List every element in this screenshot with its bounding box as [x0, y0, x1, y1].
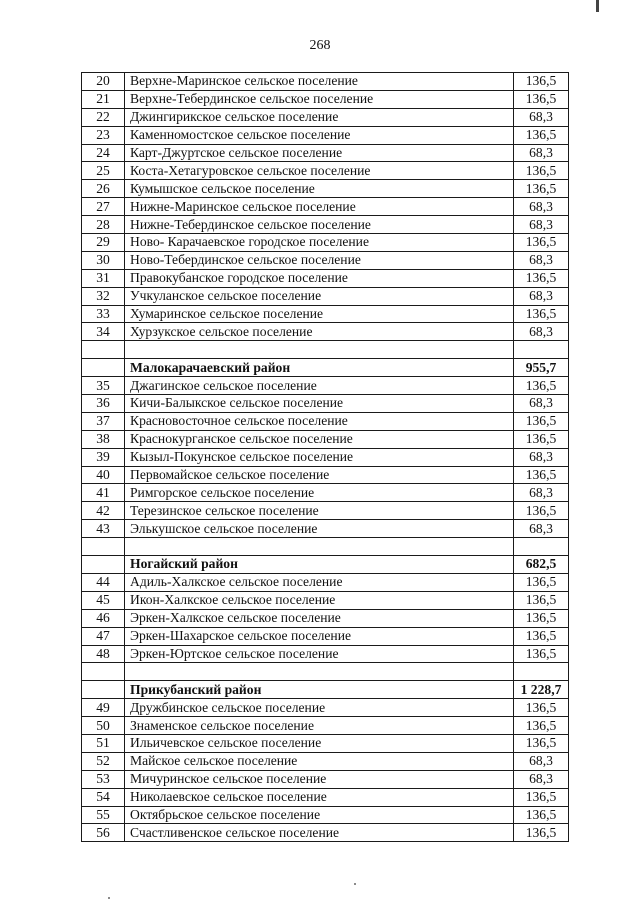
- table-row: [82, 806, 569, 824]
- table-row: [82, 162, 569, 180]
- amount-cell: 136,5: [514, 609, 569, 627]
- row-number-cell: [82, 341, 125, 359]
- settlement-name-cell: Хурзукское сельское поселение: [125, 323, 514, 341]
- amount-cell: 136,5: [514, 73, 569, 91]
- row-number-cell: 49: [82, 699, 125, 717]
- amount-cell: [514, 538, 569, 556]
- row-number-cell: 51: [82, 734, 125, 752]
- amount-cell: 68,3: [514, 770, 569, 788]
- row-number-cell: 52: [82, 752, 125, 770]
- spacer-row: [82, 663, 569, 681]
- amount-cell: 136,5: [514, 734, 569, 752]
- amount-cell: 136,5: [514, 466, 569, 484]
- scan-speck: [354, 883, 356, 885]
- amount-cell: 68,3: [514, 323, 569, 341]
- settlement-name-cell: Счастливенское сельское поселение: [125, 824, 514, 842]
- row-number-cell: 40: [82, 466, 125, 484]
- table-row: [82, 180, 569, 198]
- amount-cell: 136,5: [514, 90, 569, 108]
- row-number-cell: 29: [82, 234, 125, 252]
- amount-cell: 68,3: [514, 395, 569, 413]
- settlement-name-cell: Каменномостское сельское поселение: [125, 126, 514, 144]
- table-row: [82, 466, 569, 484]
- table-row: [82, 251, 569, 269]
- district-name-cell: Прикубанский район: [125, 681, 514, 699]
- row-number-cell: 20: [82, 73, 125, 91]
- row-number-cell: 55: [82, 806, 125, 824]
- row-number-cell: 30: [82, 251, 125, 269]
- district-name-cell: Малокарачаевский район: [125, 359, 514, 377]
- row-number-cell: 53: [82, 770, 125, 788]
- table-row: [82, 752, 569, 770]
- row-number-cell: 54: [82, 788, 125, 806]
- row-number-cell: 28: [82, 216, 125, 234]
- amount-cell: 136,5: [514, 377, 569, 395]
- row-number-cell: 26: [82, 180, 125, 198]
- row-number-cell: 56: [82, 824, 125, 842]
- table-row: [82, 448, 569, 466]
- settlement-name-cell: Нижне-Маринское сельское поселение: [125, 198, 514, 216]
- settlement-name-cell: Адиль-Халкское сельское поселение: [125, 573, 514, 591]
- amount-cell: 136,5: [514, 717, 569, 735]
- table-row: [82, 269, 569, 287]
- settlement-name-cell: Эркен-Шахарское сельское поселение: [125, 627, 514, 645]
- district-header-row: [82, 359, 569, 377]
- row-number-cell: [82, 538, 125, 556]
- row-number-cell: 36: [82, 395, 125, 413]
- table-row: [82, 699, 569, 717]
- settlement-name-cell: Знаменское сельское поселение: [125, 717, 514, 735]
- row-number-cell: [82, 359, 125, 377]
- row-number-cell: 42: [82, 502, 125, 520]
- settlement-name-cell: Ильичевское сельское поселение: [125, 734, 514, 752]
- row-number-cell: 35: [82, 377, 125, 395]
- settlement-name-cell: Правокубанское городское поселение: [125, 269, 514, 287]
- row-number-cell: 38: [82, 430, 125, 448]
- allocation-table: [81, 72, 569, 842]
- row-number-cell: [82, 663, 125, 681]
- table-row: [82, 788, 569, 806]
- amount-cell: 68,3: [514, 216, 569, 234]
- amount-cell: 68,3: [514, 448, 569, 466]
- settlement-name-cell: Кызыл-Покунское сельское поселение: [125, 448, 514, 466]
- settlement-name-cell: Учкуланское сельское поселение: [125, 287, 514, 305]
- settlement-name-cell: Джагинское сельское поселение: [125, 377, 514, 395]
- table-row: [82, 627, 569, 645]
- settlement-name-cell: Терезинское сельское поселение: [125, 502, 514, 520]
- district-header-row: [82, 681, 569, 699]
- amount-cell: 136,5: [514, 645, 569, 663]
- district-name-cell: Ногайский район: [125, 556, 514, 574]
- settlement-name-cell: [125, 663, 514, 681]
- amount-cell: 136,5: [514, 627, 569, 645]
- settlement-name-cell: Элькушское сельское поселение: [125, 520, 514, 538]
- page-number: 268: [309, 38, 331, 53]
- amount-cell: [514, 341, 569, 359]
- amount-cell: 136,5: [514, 162, 569, 180]
- row-number-cell: 34: [82, 323, 125, 341]
- table-row: [82, 824, 569, 842]
- amount-cell: [514, 663, 569, 681]
- amount-cell: 136,5: [514, 126, 569, 144]
- settlement-name-cell: Верхне-Маринское сельское поселение: [125, 73, 514, 91]
- table-row: [82, 395, 569, 413]
- row-number-cell: 46: [82, 609, 125, 627]
- allocation-table-body: [82, 73, 569, 842]
- amount-cell: 136,5: [514, 430, 569, 448]
- table-row: [82, 73, 569, 91]
- settlement-name-cell: Эркен-Юртское сельское поселение: [125, 645, 514, 663]
- settlement-name-cell: Коста-Хетагуровское сельское поселение: [125, 162, 514, 180]
- table-row: [82, 323, 569, 341]
- settlement-name-cell: Ново-Тебердинское сельское поселение: [125, 251, 514, 269]
- row-number-cell: [82, 556, 125, 574]
- row-number-cell: 39: [82, 448, 125, 466]
- settlement-name-cell: Октябрьское сельское поселение: [125, 806, 514, 824]
- table-row: [82, 287, 569, 305]
- settlement-name-cell: Ново- Карачаевское городское поселение: [125, 234, 514, 252]
- table-row: [82, 108, 569, 126]
- settlement-name-cell: Нижне-Тебердинское сельское поселение: [125, 216, 514, 234]
- row-number-cell: 21: [82, 90, 125, 108]
- table-row: [82, 412, 569, 430]
- amount-cell: 68,3: [514, 520, 569, 538]
- settlement-name-cell: Икон-Халкское сельское поселение: [125, 591, 514, 609]
- table-row: [82, 216, 569, 234]
- amount-cell: 136,5: [514, 502, 569, 520]
- district-total-cell: 955,7: [514, 359, 569, 377]
- settlement-name-cell: Краснокурганское сельское поселение: [125, 430, 514, 448]
- amount-cell: 136,5: [514, 305, 569, 323]
- table-row: [82, 609, 569, 627]
- table-row: [82, 90, 569, 108]
- row-number-cell: 31: [82, 269, 125, 287]
- table-row: [82, 734, 569, 752]
- row-number-cell: 48: [82, 645, 125, 663]
- amount-cell: 136,5: [514, 269, 569, 287]
- amount-cell: 136,5: [514, 824, 569, 842]
- settlement-name-cell: Римгорское сельское поселение: [125, 484, 514, 502]
- settlement-name-cell: Майское сельское поселение: [125, 752, 514, 770]
- settlement-name-cell: Кичи-Балыкское сельское поселение: [125, 395, 514, 413]
- row-number-cell: [82, 681, 125, 699]
- row-number-cell: 33: [82, 305, 125, 323]
- amount-cell: 68,3: [514, 144, 569, 162]
- settlement-name-cell: Дружбинское сельское поселение: [125, 699, 514, 717]
- settlement-name-cell: Мичуринское сельское поселение: [125, 770, 514, 788]
- amount-cell: 136,5: [514, 180, 569, 198]
- district-total-cell: 682,5: [514, 556, 569, 574]
- amount-cell: 68,3: [514, 752, 569, 770]
- amount-cell: 136,5: [514, 699, 569, 717]
- table-row: [82, 645, 569, 663]
- settlement-name-cell: [125, 538, 514, 556]
- spacer-row: [82, 341, 569, 359]
- table-row: [82, 198, 569, 216]
- settlement-name-cell: Красновосточное сельское поселение: [125, 412, 514, 430]
- row-number-cell: 25: [82, 162, 125, 180]
- settlement-name-cell: [125, 341, 514, 359]
- table-row: [82, 591, 569, 609]
- scan-speck: [108, 897, 110, 899]
- settlement-name-cell: Первомайское сельское поселение: [125, 466, 514, 484]
- allocation-table-wrapper: [81, 72, 569, 842]
- settlement-name-cell: Верхне-Тебердинское сельское поселение: [125, 90, 514, 108]
- row-number-cell: 45: [82, 591, 125, 609]
- table-row: [82, 484, 569, 502]
- row-number-cell: 32: [82, 287, 125, 305]
- settlement-name-cell: Хумаринское сельское поселение: [125, 305, 514, 323]
- settlement-name-cell: Николаевское сельское поселение: [125, 788, 514, 806]
- row-number-cell: 41: [82, 484, 125, 502]
- row-number-cell: 23: [82, 126, 125, 144]
- amount-cell: 68,3: [514, 484, 569, 502]
- table-row: [82, 126, 569, 144]
- amount-cell: 136,5: [514, 573, 569, 591]
- district-total-cell: 1 228,7: [514, 681, 569, 699]
- amount-cell: 136,5: [514, 806, 569, 824]
- amount-cell: 68,3: [514, 287, 569, 305]
- table-row: [82, 430, 569, 448]
- row-number-cell: 50: [82, 717, 125, 735]
- row-number-cell: 27: [82, 198, 125, 216]
- table-row: [82, 144, 569, 162]
- amount-cell: 68,3: [514, 108, 569, 126]
- row-number-cell: 37: [82, 412, 125, 430]
- table-row: [82, 305, 569, 323]
- amount-cell: 136,5: [514, 412, 569, 430]
- settlement-name-cell: Эркен-Халкское сельское поселение: [125, 609, 514, 627]
- table-row: [82, 770, 569, 788]
- table-row: [82, 502, 569, 520]
- table-row: [82, 573, 569, 591]
- row-number-cell: 47: [82, 627, 125, 645]
- spacer-row: [82, 538, 569, 556]
- row-number-cell: 43: [82, 520, 125, 538]
- row-number-cell: 22: [82, 108, 125, 126]
- settlement-name-cell: Джингирикское сельское поселение: [125, 108, 514, 126]
- scan-edge-mark: [596, 0, 599, 12]
- row-number-cell: 44: [82, 573, 125, 591]
- row-number-cell: 24: [82, 144, 125, 162]
- settlement-name-cell: Кумышское сельское поселение: [125, 180, 514, 198]
- district-header-row: [82, 556, 569, 574]
- table-row: [82, 377, 569, 395]
- settlement-name-cell: Карт-Джуртское сельское поселение: [125, 144, 514, 162]
- table-row: [82, 520, 569, 538]
- amount-cell: 136,5: [514, 591, 569, 609]
- table-row: [82, 717, 569, 735]
- amount-cell: 68,3: [514, 251, 569, 269]
- amount-cell: 136,5: [514, 788, 569, 806]
- table-row: [82, 234, 569, 252]
- amount-cell: 68,3: [514, 198, 569, 216]
- amount-cell: 136,5: [514, 234, 569, 252]
